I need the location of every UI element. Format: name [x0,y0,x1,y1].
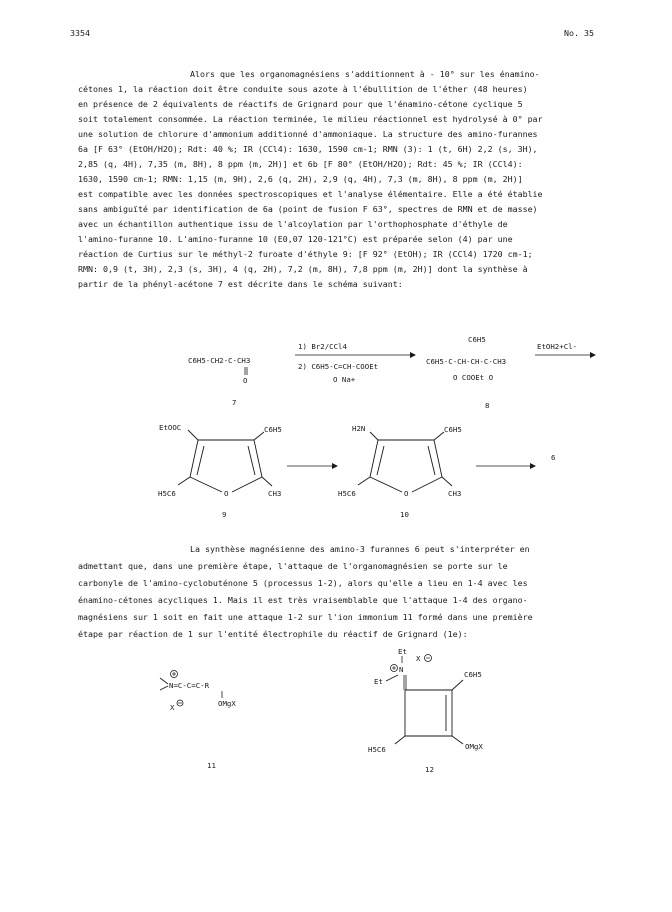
text-line: admettant que, dans une première étape, l'attaque de l'organomagnésien se porte sur le [78,561,508,571]
text-line: une solution de chlorure d'ammonium additionné d'ammoniaque. La structure des amino-furannes [78,129,538,139]
compound-12-counterion: X [416,654,421,663]
text-line: magnésiens sur 1 soit en fait une attaque 1-2 sur l'ion immonium 11 formé dans une première [78,612,533,622]
compound-10-phenyl-right: C6H5 [444,425,462,434]
text-line: énamino-cétones acycliques 1. Mais il est très vraisemblable que l'attaque 1-4 des organo- [78,595,528,605]
compound-12-nitrogen: N [399,665,404,674]
compound-10-phenyl-left: H5C6 [338,489,356,498]
text-line: est compatible avec les données spectroscopiques et l'analyse élémentaire. Elle a été établie [78,189,543,199]
reagent-3: EtOH2+Cl- [537,342,578,351]
compound-10-ring-oxygen: O [404,489,409,498]
compound-8-bottom: O COOEt O [453,373,494,382]
compound-12-omgx: OMgX [465,742,483,751]
text-line: 6a [F 63° (EtOH/H2O); Rdt: 40 %; IR (CCl4): 1630, 1590 cm-1; RMN (3): 1 (t, 6H) 2,2 (s, 3H), [78,144,538,154]
compound-9-phenyl-left: H5C6 [158,489,176,498]
compound-11-label: 11 [207,761,216,770]
compound-9-ester: EtOOC [159,423,182,432]
product-6-label: 6 [551,453,556,462]
compound-11-omgx: OMgX [218,699,236,708]
compound-7-oxygen: O [243,376,248,385]
compound-8-formula: C6H5-C-CH-CH-C-CH3 [426,357,507,366]
text-line: 2,85 (q, 4H), 7,35 (m, 8H), 8 ppm (m, 2H)] et 6b [F 80° (EtOH/H2O); Rdt: 45 %; IR (CCl4): [78,159,523,169]
compound-12-phenyl-right: C6H5 [464,670,482,679]
journal-number: No. 35 [564,28,594,38]
compound-12-phenyl-left: H5C6 [368,745,386,754]
compound-9-ring-oxygen: O [224,489,229,498]
compound-9-label: 9 [222,510,227,519]
text-line: avec un échantillon authentique issu de l'alcoylation par l'orthophosphate d'éthyle de [78,219,508,229]
text-line: en présence de 2 équivalents de réactifs de Grignard pour que l'énamino-cétone cyclique 5 [78,99,523,109]
text-line: carbonyle de l'amino-cyclobuténone 5 (processus 1-2), alors qu'elle a lieu en 1-4 avec les [78,578,528,588]
compound-9-methyl: CH3 [268,489,282,498]
compound-7-formula: C6H5-CH2-C-CH3 [188,356,251,365]
compound-11-formula: N=C-C=C-R [169,681,210,690]
compound-10-amine: H2N [352,424,366,433]
scheme-row-2 [0,422,672,537]
text-line: partir de la phényl-acétone 7 est décrite dans le schéma suivant: [78,279,403,289]
cyclobutene-ring-12 [395,680,463,744]
compound-12-ethyl-left: Et [374,677,383,686]
text-line: étape par réaction de 1 sur l'entité électrophile du réactif de Grignard (1e): [78,629,468,639]
compound-9-phenyl-right: C6H5 [264,425,282,434]
reagent-2: 2) C6H5-C=CH-COOEt [298,362,379,371]
reagent-1: 1) Br2/CCl4 [298,342,347,351]
text-line: sans ambiguïté par identification de 6a (point de fusion F 63°, spectres de RMN et de masse) [78,204,538,214]
scheme-row-3 [0,648,672,778]
compound-8-label: 8 [485,401,490,410]
compound-10-methyl: CH3 [448,489,462,498]
compound-12-ethyl-top: Et [398,648,407,656]
page-number: 3354 [70,28,90,38]
text-line: 1630, 1590 cm-1; RMN: 1,15 (m, 9H), 2,6 (q, 2H), 2,9 (q, 4H), 7,3 (m, 8H), 8 ppm (m, 2H)] [78,174,523,184]
text-line: soit totalement consommée. La réaction terminée, le milieu réactionnel est hydrolysé à 0° par [78,114,543,124]
furan-ring-10 [358,432,452,492]
compound-11-counterion: X [170,703,175,712]
text-line: réaction de Curtius sur le méthyl-2 furoate d'éthyle 9: [F 92° (EtOH); IR (CCl4) 1720 cm-1; [78,249,533,259]
compound-7-label: 7 [232,398,237,407]
text-line: l'amino-furanne 10. L'amino-furanne 10 (E0,07 120-121°C) est préparée selon (4) par une [78,234,513,244]
furan-ring-9 [178,430,272,492]
compound-10-label: 10 [400,510,409,519]
compound-12-label: 12 [425,765,434,774]
text-line: Alors que les organomagnésiens s'additionnent à - 10° sur les énamino- [190,69,540,79]
text-line: La synthèse magnésienne des amino-3 furannes 6 peut s'interpréter en [190,544,530,554]
compound-8-phenyl: C6H5 [468,335,486,344]
scheme-row-1 [0,330,672,420]
text-line: cétones 1, la réaction doit être conduite sous azote à l'ébullition de l'éther (48 heures) [78,84,528,94]
reagent-2-sub: O Na+ [333,375,356,384]
text-line: RMN: 0,9 (t, 3H), 2,3 (s, 3H), 4 (q, 2H), 7,2 (m, 8H), 7,8 ppm (m, 2H)] dont la synthèse à [78,264,528,274]
